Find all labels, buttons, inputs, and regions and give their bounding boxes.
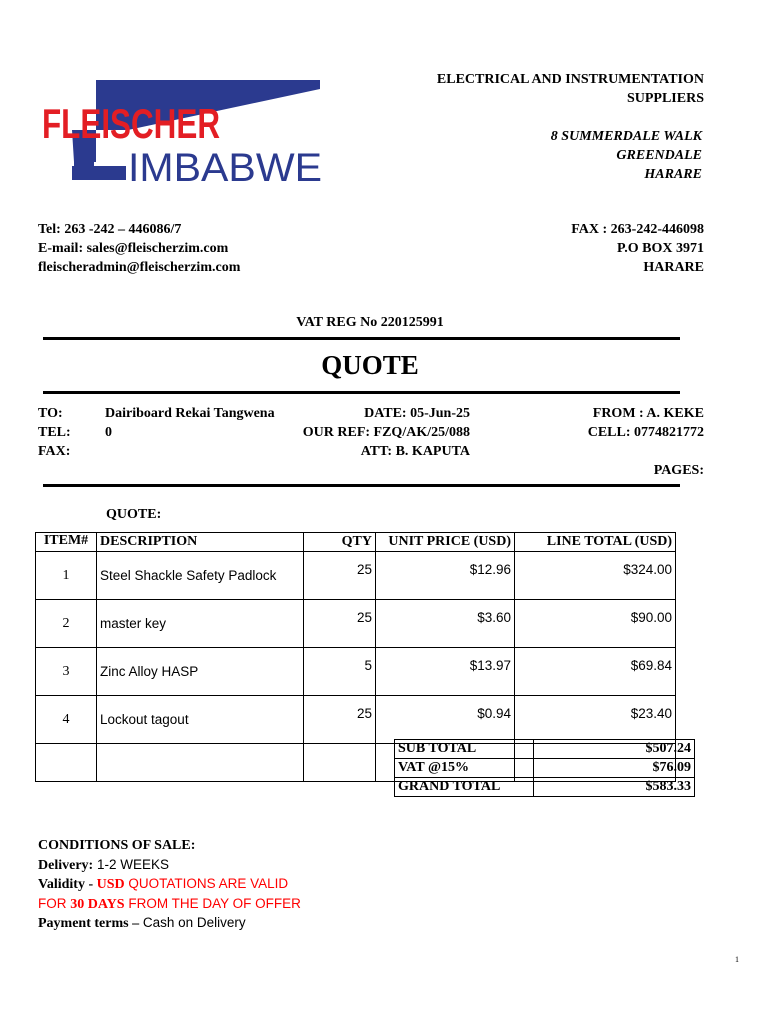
company-email-admin: fleischeradmin@fleischerzim.com <box>38 260 241 275</box>
row-unit-price: $0.94 <box>376 696 515 744</box>
row-item-number: 1 <box>36 552 97 600</box>
row-qty: 5 <box>304 648 376 696</box>
payment-line <box>38 914 301 934</box>
address-line1: 8 SUMMERDALE WALK <box>550 129 702 144</box>
validity-line <box>38 875 301 895</box>
subtotal-row <box>395 740 695 759</box>
logo-word-fleischer: FLEISCHER <box>42 100 220 147</box>
attention: ATT: B. KAPUTA <box>360 444 470 459</box>
fax-label: FAX: <box>38 444 71 459</box>
tel-label: TEL: <box>38 425 71 440</box>
validity-days: 30 DAYS <box>70 896 125 912</box>
top-rule <box>43 337 680 340</box>
table-row <box>36 552 676 600</box>
vat-row <box>395 759 695 778</box>
to-value: Dairiboard Rekai Tangwena <box>105 406 275 421</box>
company-tel: Tel: 263 -242 – 446086/7 <box>38 222 182 237</box>
row-item-number: 4 <box>36 696 97 744</box>
payment-value: Cash on Delivery <box>139 915 246 930</box>
validity-text-2: FROM THE DAY OF OFFER <box>124 895 301 911</box>
company-fax: FAX : 263-242-446098 <box>571 222 704 237</box>
delivery-label: Delivery: <box>38 857 94 873</box>
from-name: FROM : A. KEKE <box>592 406 704 421</box>
col-header-unit-price: UNIT PRICE (USD) <box>376 533 515 552</box>
col-header-line-total: LINE TOTAL (USD) <box>515 533 676 552</box>
validity-currency: USD <box>96 877 125 892</box>
pages-label: PAGES: <box>653 463 704 478</box>
row-description: Zinc Alloy HASP <box>97 648 304 696</box>
vat-label: VAT @15% <box>395 759 534 778</box>
grand-total-label: GRAND TOTAL <box>395 778 534 797</box>
company-logo <box>42 78 332 188</box>
table-row <box>36 648 676 696</box>
company-city: HARARE <box>643 260 704 275</box>
document-title: QUOTE <box>321 350 419 380</box>
company-tagline-line1: ELECTRICAL AND INSTRUMENTATION <box>436 72 704 87</box>
row-qty: 25 <box>304 696 376 744</box>
totals-table <box>394 739 695 797</box>
grand-total-value: $583.33 <box>534 778 695 797</box>
row-qty: 25 <box>304 552 376 600</box>
table-header-row <box>36 533 676 552</box>
row-item-number: 2 <box>36 600 97 648</box>
quote-label: QUOTE: <box>106 507 162 522</box>
delivery-line <box>38 856 301 876</box>
our-ref: OUR REF: FZQ/AK/25/088 <box>302 425 470 440</box>
row-line-total: $23.40 <box>515 696 676 744</box>
title-rule <box>43 391 680 394</box>
validity-line-2 <box>38 895 301 915</box>
conditions-heading: CONDITIONS OF SALE: <box>38 838 196 853</box>
subtotal-value: $507.24 <box>534 740 695 759</box>
row-description: Steel Shackle Safety Padlock <box>97 552 304 600</box>
row-qty: 25 <box>304 600 376 648</box>
row-unit-price: $12.96 <box>376 552 515 600</box>
cell-number: CELL: 0774821772 <box>587 425 704 440</box>
logo-word-imbabwe: IMBABWE <box>128 146 322 188</box>
delivery-value: 1-2 WEEKS <box>93 856 169 872</box>
row-description: master key <box>97 600 304 648</box>
grand-total-row <box>395 778 695 797</box>
company-po-box: P.O BOX 3971 <box>617 241 704 256</box>
validity-text: QUOTATIONS ARE VALID <box>124 876 289 891</box>
row-item-number: 3 <box>36 648 97 696</box>
quote-date: DATE: 05-Jun-25 <box>364 406 470 421</box>
tel-value: 0 <box>105 425 112 440</box>
row-description: Lockout tagout <box>97 696 304 744</box>
conditions-of-sale <box>38 837 301 934</box>
page-number: 1 <box>735 955 739 964</box>
address-line3: HARARE <box>644 167 702 182</box>
payment-label: Payment terms – <box>38 916 140 931</box>
company-tagline-line2: SUPPLIERS <box>626 91 704 106</box>
col-header-description: DESCRIPTION <box>97 533 304 552</box>
row-line-total: $324.00 <box>515 552 676 600</box>
col-header-item: ITEM# <box>36 533 97 552</box>
validity-for: FOR <box>38 895 71 911</box>
address-line2: GREENDALE <box>616 148 702 163</box>
to-label: TO: <box>38 406 63 421</box>
table-row <box>36 696 676 744</box>
company-email: E-mail: sales@fleischerzim.com <box>38 241 229 256</box>
vat-value: $76.09 <box>534 759 695 778</box>
col-header-qty: QTY <box>304 533 376 552</box>
row-unit-price: $3.60 <box>376 600 515 648</box>
vat-reg-number: VAT REG No 220125991 <box>296 315 444 330</box>
meta-rule <box>43 484 680 487</box>
row-unit-price: $13.97 <box>376 648 515 696</box>
validity-label: Validity - <box>38 877 97 892</box>
table-row <box>36 600 676 648</box>
subtotal-label: SUB TOTAL <box>395 740 534 759</box>
row-line-total: $69.84 <box>515 648 676 696</box>
row-line-total: $90.00 <box>515 600 676 648</box>
